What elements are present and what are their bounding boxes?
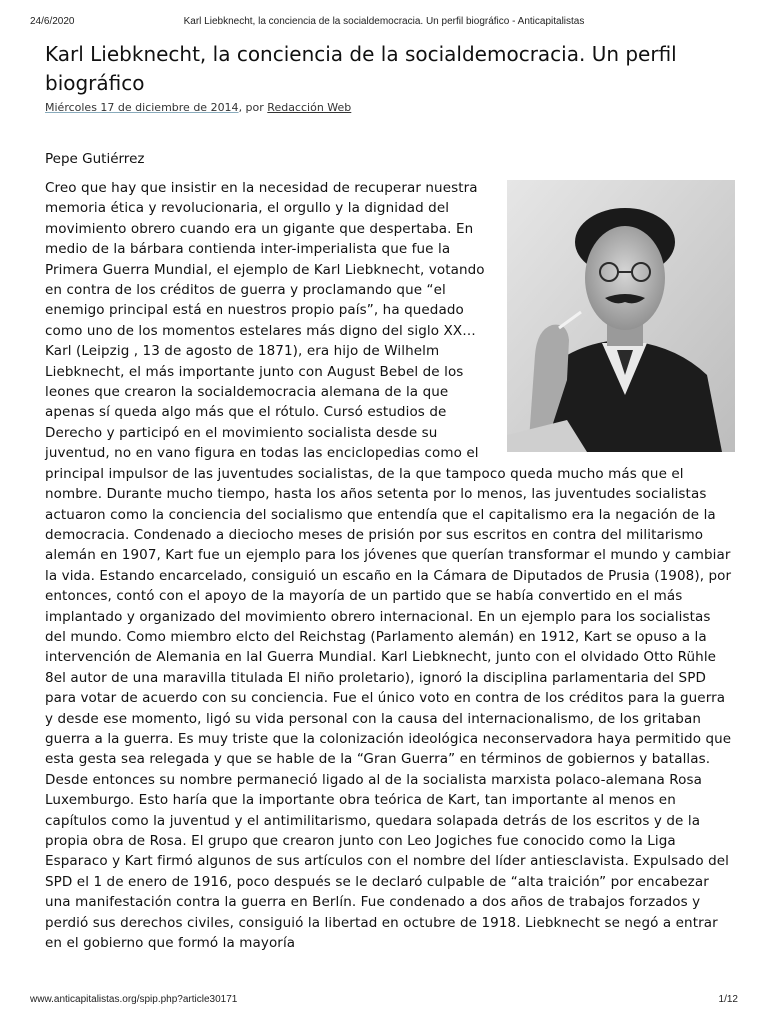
byline [45,100,735,116]
byline-by: , por [238,101,268,114]
print-page-number: 1/12 [718,994,738,1005]
article-author: Pepe Gutiérrez [45,151,145,167]
article-body [45,178,735,953]
article-title: Karl Liebknecht, la conciencia de la socialdemocracia. Un perfil biográfico [45,42,677,95]
article-date: Miércoles 17 de diciembre de 2014 [45,101,239,114]
publisher-link[interactable]: Redacción Web [267,101,352,114]
print-footer [30,994,738,1008]
print-date: 24/6/2020 [30,16,75,27]
portrait-image [507,180,735,452]
portrait-photo [507,180,735,452]
print-page-title: Karl Liebknecht, la conciencia de la socialdemocracia. Un perfil biográfico - Anticapitalistas [183,16,585,27]
article-body-text: Creo que hay que insistir en la necesidad de recuperar nuestra memoria ética y revolucionaria, el orgullo y la dignidad del movimiento obrero cuando era un gigante que despertaba. En medio de la bárbara contienda inter-imperialista que fue la Primera Guerra Mundial, el ejemplo de Karl Liebknecht, votando en contra de los créditos de guerra y proclamando que “el enemigo principal está en nuestros propio país”, ha quedado como uno de los momentos estelares más digno del siglo XX… Karl (Leipzig , 13 de agosto de 1871), era hijo de Wilhelm Liebknecht, el más importante junto con August Bebel de los leones que crearon la socialdemocracia alemana de la que apenas sí queda algo más que el rótulo. Cursó estudios de Derecho y participó en el movimiento socialista desde su juventud, no en vano figura en todas las enciclopedias como el principal impulsor de las juventudes socialistas, de la que tampoco queda mucho más que el nombre. Durante mucho tiempo, hasta los años setenta por lo menos, las juventudes socialistas actuaron como la conciencia del socialismo que entendía que el capitalismo era la negación de la democracia. Condenado a dieciocho meses de prisión por sus escritos en contra del militarismo alemán en 1907, Kart fue un ejemplo para los jóvenes que querían transformar el mundo y cambiar la vida. Estando encarcelado, consiguió un escaño en la Cámara de Diputados de Prusia (1908), por entonces, contó con el apoyo de la mayoría de un partido que se había convertido en el más implantado y organizado del movimiento obrero internacional. En un ejemplo para los socialistas del mundo. Como miembro elcto del Reichstag (Parlamento alemán) en 1912, Kart se opuso a la intervención de Alemania en laI Guerra Mundial. Karl Liebknecht, junto con el olvidado Otto Rühle 8el autor de una maravilla titulada El niño proletario), ignoró la disciplina parlamentaria del SPD para votar de acuerdo con su conciencia. Fue el único voto en contra de los créditos para la guerra y desde ese momento, ligó su vida personal con la causa del internacionalismo, de los gritaban guerra a la guerra. Es muy triste que la colonización ideológica neconservadora haya permitido que esta gesta sea relegada y que se hable de la “Gran Guerra” en términos de gobiernos y batallas. Desde entonces su nombre permaneció ligado al de la socialista marxista polaco-alemana Rosa Luxemburgo. Esto haría que la importante obra teórica de Kart, tan importante al menos en capítulos como la juventud y el antimilitarismo, quedara solapada detrás de los escritos y de la propia obra de Rosa. El grupo que crearon junto con Leo Jogiches fue conocido como la Liga Esparaco y Kart firmó algunos de sus artículos con el nombre del líder antiesclavista. Expulsado del SPD el 1 de enero de 1916, poco después se le declaró culpable de “alta traición” por encabezar una manifestación contra la guerra en Berlín. Fue condenado a dos años de trabajos forzados y perdió sus derechos civiles, consiguió la libertad en octubre de 1918. Liebknecht se negó a entrar en el gobierno que formó la mayoría [45,180,732,952]
print-url: www.anticapitalistas.org/spip.php?article30171 [30,994,238,1005]
print-header [30,16,738,30]
article [45,40,735,953]
